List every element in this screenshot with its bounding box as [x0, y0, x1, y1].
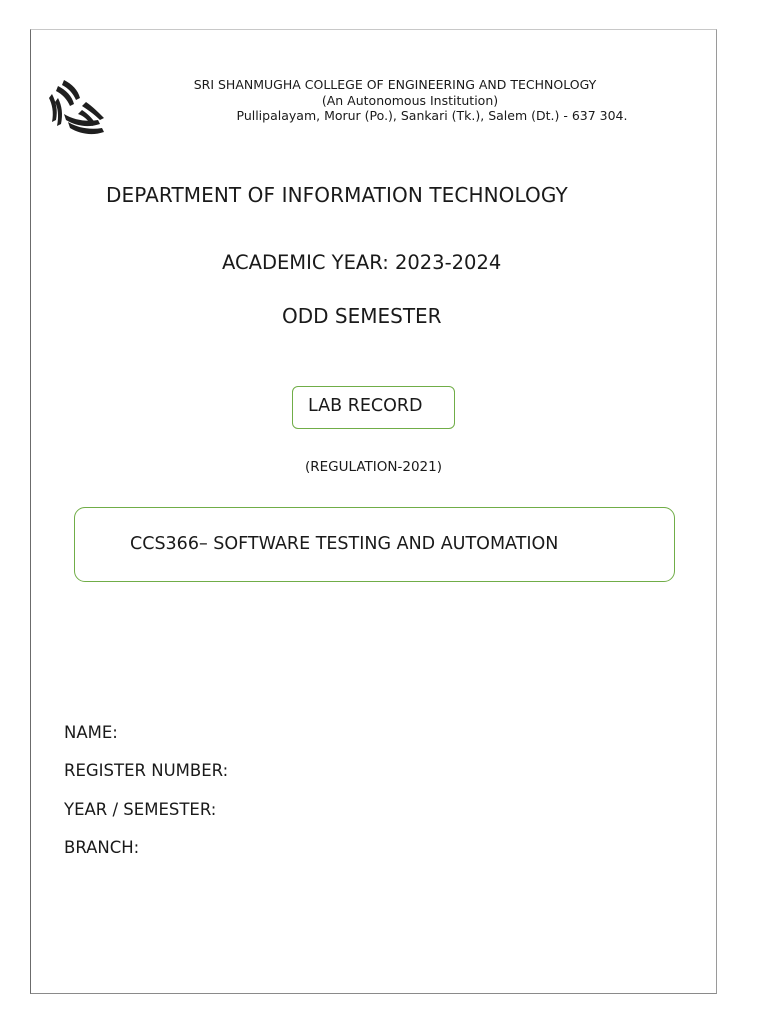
register-number-field-label: REGISTER NUMBER:: [64, 761, 229, 781]
branch-field-label: BRANCH:: [64, 837, 140, 857]
student-details: [64, 722, 228, 875]
college-address: Pullipalayam, Morur (Po.), Sankari (Tk.), Salem (Dt.) - 637 304.: [236, 108, 628, 123]
course-box: [74, 507, 675, 582]
lab-record-label: LAB RECORD: [308, 396, 423, 416]
college-name: SRI SHANMUGHA COLLEGE OF ENGINEERING AND TECHNOLOGY: [193, 77, 597, 92]
year-semester-field-label: YEAR / SEMESTER:: [64, 799, 217, 819]
lab-record-box: [292, 386, 455, 429]
college-logo-icon: [46, 76, 110, 140]
name-field-label: NAME:: [64, 723, 118, 742]
regulation-label: (REGULATION-2021): [305, 459, 442, 475]
college-header: [150, 77, 670, 124]
autonomous-label: (An Autonomous Institution): [321, 92, 499, 108]
semester-title: ODD SEMESTER: [282, 304, 442, 328]
department-title: DEPARTMENT OF INFORMATION TECHNOLOGY: [106, 183, 568, 207]
academic-year: ACADEMIC YEAR: 2023-2024: [222, 251, 502, 274]
course-title: CCS366– SOFTWARE TESTING AND AUTOMATION: [130, 534, 559, 554]
